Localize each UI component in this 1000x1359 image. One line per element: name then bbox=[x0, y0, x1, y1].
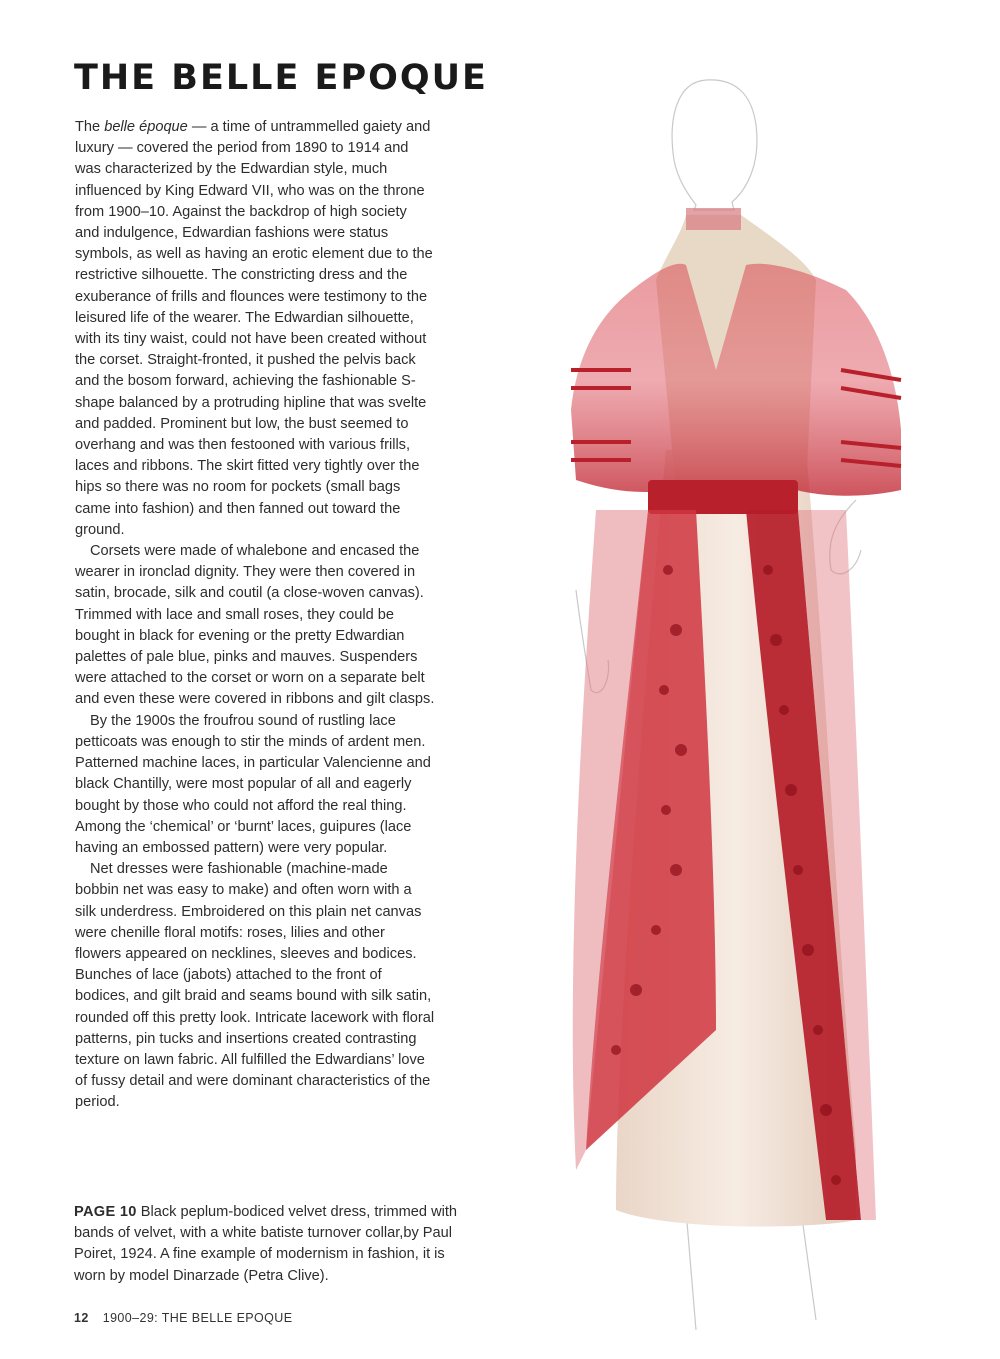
page-title: THE BELLE EPOQUE bbox=[74, 58, 488, 98]
page-footer bbox=[74, 1311, 292, 1325]
paragraph-1-lead: The bbox=[75, 119, 105, 135]
page-number: 12 bbox=[74, 1311, 89, 1325]
collar bbox=[686, 208, 741, 230]
paragraph-1-rest: — a time of untrammelled gaiety and luxury — covered the period from 1890 to 1914 and was characterized by the Edwardian style, much influenced by King Edward VII, who was on the throne from 1900–10. Against the backdrop of high society and indulgence, Edwardian fashions were status symbols, as well as having an erotic element due to the restrictive silhouette. The constricting dress and the exuberance of frills and flounces were testimony to the leisured life of the wearer. The Edwardian silhouette, with its tiny waist, could not have been created without the corset. Straight-fronted, it pushed the pelvis back and the bosom forward, achieving the fashionable S-shape balanced by a protruding hipline that was svelte and padded. Prominent but low, the bust seemed to overhang and was then festooned with various frills, laces and ribbons. The skirt fitted very tightly over the hips so there was no room for pockets (small bags came into fashion) and then fanned out toward the ground. bbox=[75, 119, 433, 538]
paragraph-4: Net dresses were fashionable (machine-made bobbin net was easy to make) and often worn with a silk underdress. Embroidered on this plain net canvas were chenille floral motifs: roses, lilies and other flowers appeared on necklines, sleeves and bodices. Bunches of lace (jabots) attached to the front of bodices, and gilt braid and seams bound with silk satin, rounded off this pretty look. Intricate lacework with floral patterns, pin tucks and insertions created contrasting texture on lawn fabric. All fulfilled the Edwardians’ love of fussy detail and were dominant characteristics of the period. bbox=[75, 861, 435, 1111]
caption-text: Black peplum-bodiced velvet dress, trimmed with bands of velvet, with a white batiste turnover collar,by Paul Poiret, 1924. A fine example of modernism in fashion, it is worn by model Dinarzade (Petra Clive). bbox=[74, 1204, 458, 1284]
waist-sash bbox=[648, 480, 798, 514]
paragraph-1 bbox=[75, 117, 435, 541]
running-section-title: 1900–29: THE BELLE EPOQUE bbox=[102, 1311, 293, 1325]
article-body bbox=[75, 117, 435, 1114]
edwardian-dress-photo bbox=[556, 70, 936, 1330]
paragraph-3: By the 1900s the froufrou sound of rustling lace petticoats was enough to stir the minds of ardent men. Patterned machine laces, in particular Valencienne and black Chantilly, were most popular of all and eagerly bought by those who could not afford the real thing. Among the ‘chemical’ or ‘burnt’ laces, guipures (lace having an embossed pattern) were very popular. bbox=[75, 712, 431, 856]
figure-caption bbox=[74, 1202, 466, 1287]
belle-epoque-term: belle époque bbox=[104, 119, 188, 135]
caption-label: PAGE 10 bbox=[74, 1204, 137, 1220]
paragraph-2: Corsets were made of whalebone and encased the wearer in ironclad dignity. They were then covered in satin, brocade, silk and coutil (a close-woven canvas). Trimmed with lace and small roses, they could be bought in black for evening or the pretty Edwardian palettes of pale blue, pinks and mauves. Suspenders were attached to the corset or worn on a separate belt and even these were covered in ribbons and gilt clasps. bbox=[75, 543, 435, 708]
